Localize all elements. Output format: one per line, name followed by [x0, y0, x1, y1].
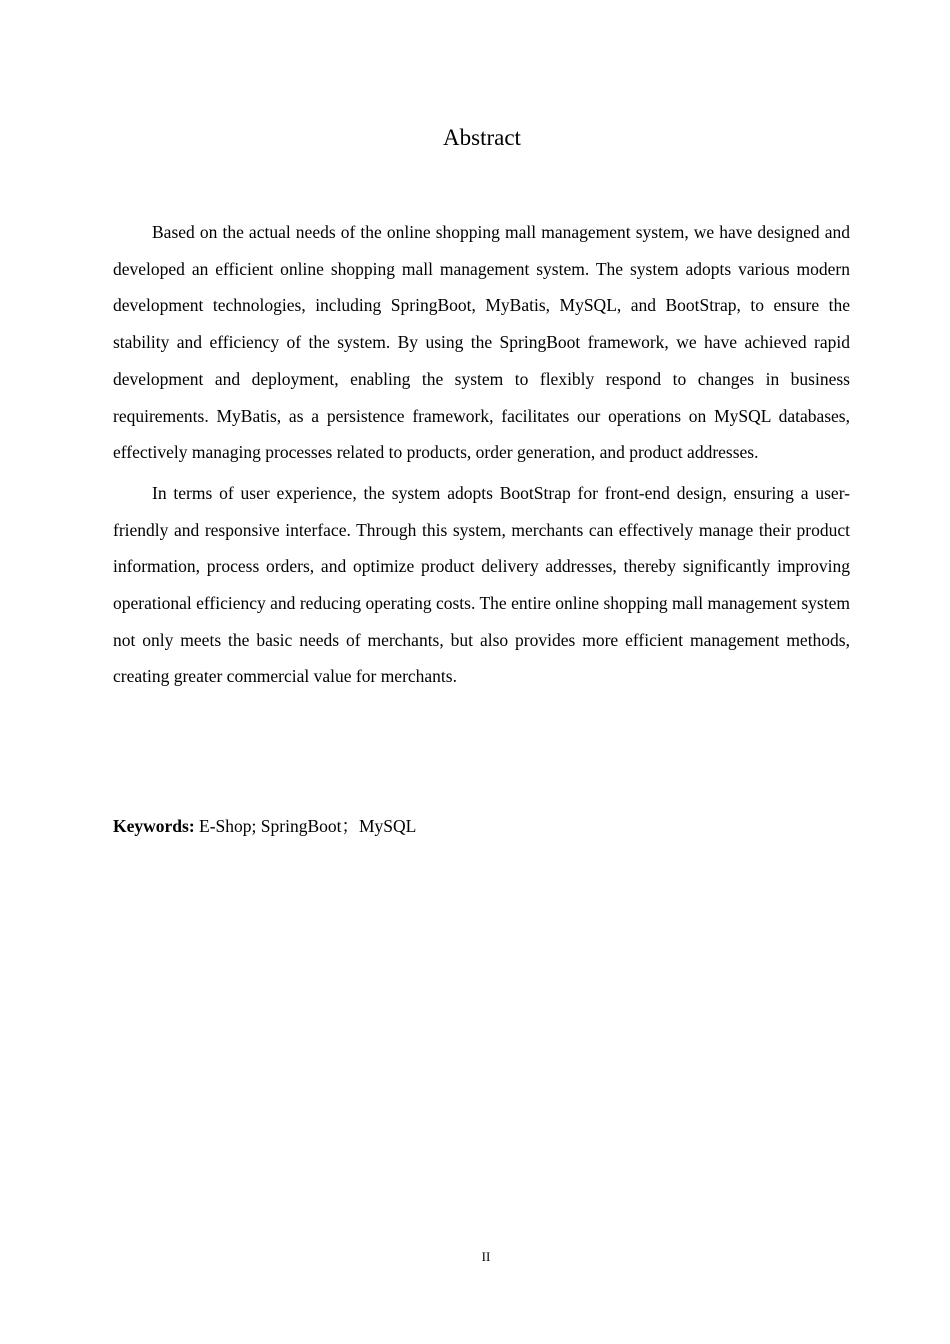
abstract-paragraph-1: Based on the actual needs of the online shopping mall management system, we have designed and developed an efficient online shopping mall management system. The system adopts various modern development technologies, including SpringBoot, MyBatis, MySQL, and BootStrap, to ensure the stability and efficiency of the system. By using the SpringBoot framework, we have achieved rapid development and deployment, enabling the system to flexibly respond to changes in business requirements. MyBatis, as a persistence framework, facilitates our operations on MySQL databases, effectively managing processes related to products, order generation, and product addresses.	[113, 222, 850, 463]
abstract-body	[113, 214, 850, 695]
abstract-paragraph-2: In terms of user experience, the system adopts BootStrap for front-end design, ensuring a user-friendly and responsive interface. Through this system, merchants can effectively manage their product information, process orders, and optimize product delivery addresses, thereby significantly improving operational efficiency and reducing operating costs. The entire online shopping mall management system not only meets the basic needs of merchants, but also provides more efficient management methods, creating greater commercial value for merchants.	[113, 482, 850, 687]
page-number: II	[481, 1249, 491, 1264]
keywords-label: Keywords:	[113, 816, 195, 836]
abstract-title: Abstract	[443, 125, 521, 150]
keywords-value: E-Shop; SpringBoot；MySQL	[194, 816, 417, 836]
keywords-line	[113, 811, 850, 841]
